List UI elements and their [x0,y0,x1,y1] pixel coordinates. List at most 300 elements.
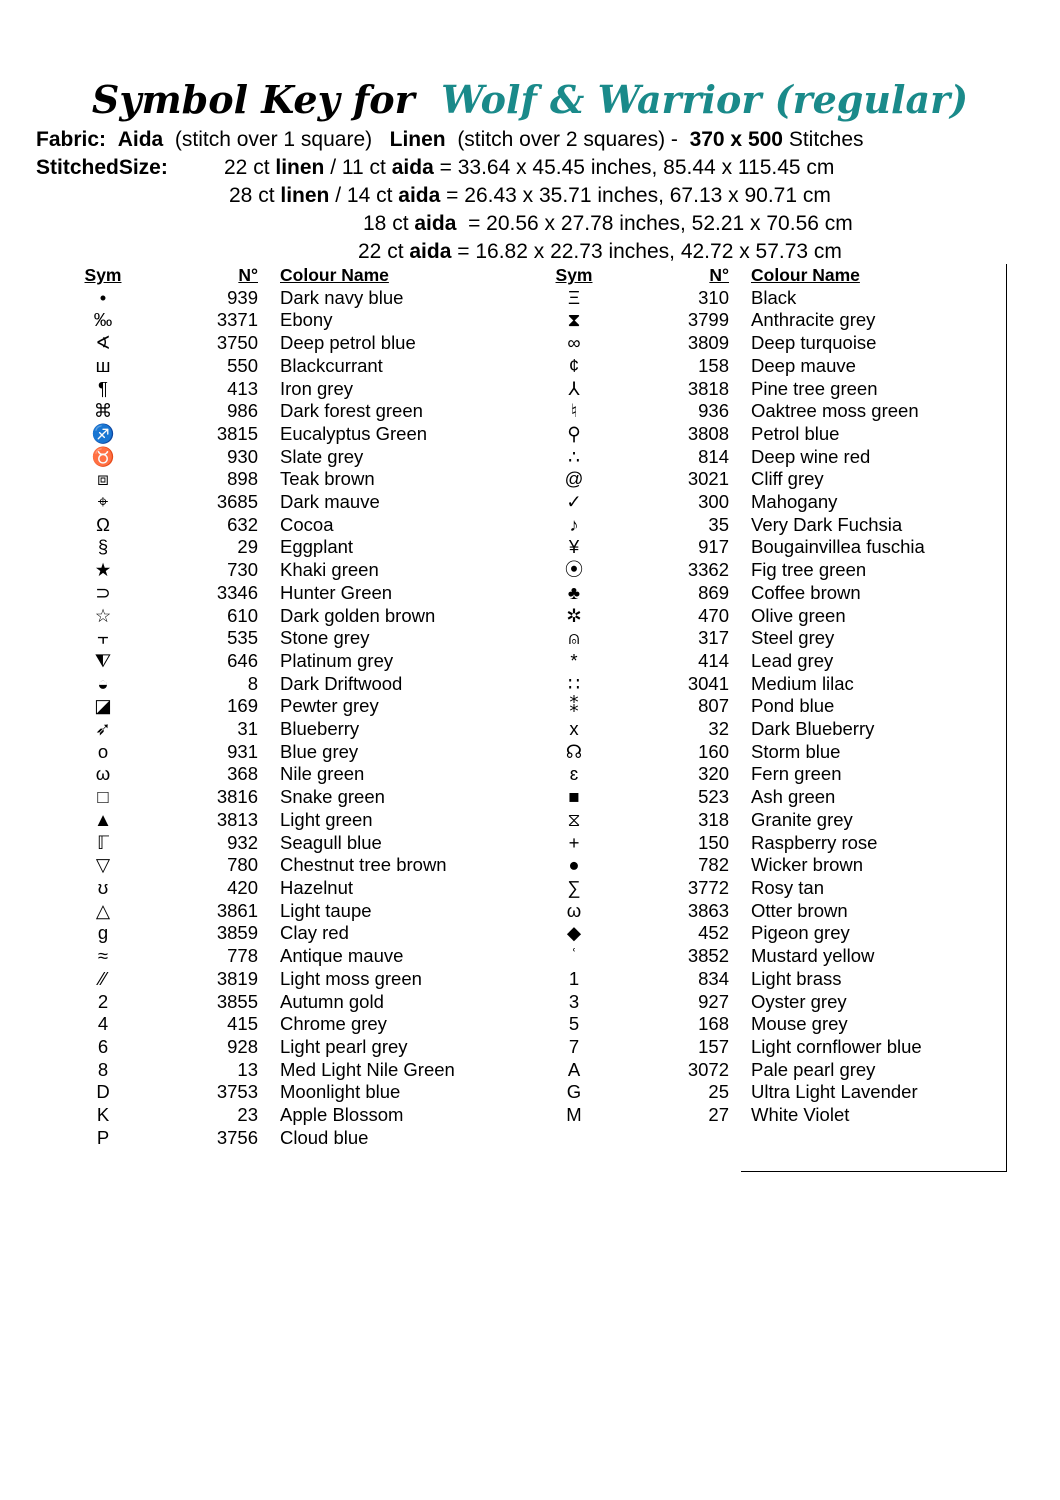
colour-name-cell: Petrol blue [751,422,840,444]
table-row [545,877,991,900]
colour-name-cell: Chestnut tree brown [280,854,447,876]
fabric-text: linen [275,156,325,179]
column-gap [258,446,280,469]
number-cell: 3371 [216,309,258,331]
number-cell: 31 [237,718,258,740]
symbol-key-table-left [74,264,520,1149]
column-gap [729,264,751,287]
column-gap [729,1013,751,1036]
number-cell: 310 [698,286,729,308]
symbol-cell: ≈ [97,945,109,967]
table-row [545,627,991,650]
symbol-cell: § [97,536,109,558]
number-cell: 157 [698,1035,729,1057]
column-gap [258,832,280,855]
symbol-cell: ∞ [567,332,581,354]
table-row [545,786,991,809]
number-cell: 300 [698,491,729,513]
number-cell: 3818 [687,377,729,399]
number-cell: 932 [227,831,258,853]
symbol-cell: ♣ [567,581,581,603]
column-gap [258,1127,280,1150]
colour-name-cell: Rosy tan [751,876,825,898]
symbol-cell: ⧖ [567,808,581,830]
symbol-cell: ● [568,854,580,876]
table-row [74,446,520,469]
number-cell: 3809 [687,332,729,354]
colour-name-cell: Lead grey [751,649,834,671]
table-row [545,854,991,877]
colour-name-cell: Steel grey [751,627,835,649]
symbol-cell: 3 [568,990,580,1012]
fabric-linen: Linen [389,128,446,151]
column-gap [258,900,280,923]
column-gap [729,650,751,673]
colour-name-cell: Very Dark Fuchsia [751,513,903,535]
table-row [74,786,520,809]
column-gap [729,695,751,718]
symbol-cell: ■ [568,786,580,808]
table-row [545,536,991,559]
table-row [545,514,991,537]
table-row [545,1036,991,1059]
column-gap [729,400,751,423]
colour-name-cell: White Violet [751,1104,850,1126]
fabric-aida-note: (stitch over 1 square) [174,128,373,151]
symbol-cell: ♮ [570,400,578,422]
symbol-cell: ʿ [570,945,578,967]
column-gap [729,514,751,537]
symbol-cell: 8 [97,1058,109,1080]
table-row [545,832,991,855]
count-text: 22 ct [358,240,404,263]
table-row [74,309,520,332]
colour-name-cell: Fig tree green [751,559,867,581]
symbol-cell: o [97,740,109,762]
table-row [74,854,520,877]
symbol-cell: D [96,1081,110,1103]
count-text: 28 ct [229,184,275,207]
table-row [545,763,991,786]
column-gap [729,877,751,900]
colour-name-cell: Storm blue [751,740,841,762]
table-row [545,650,991,673]
column-gap [729,1081,751,1104]
column-gap [258,786,280,809]
symbol-cell: Ω [96,513,110,535]
title-prefix: Symbol Key for [91,77,415,122]
table-row [74,378,520,401]
colour-name-cell: Nile green [280,763,365,785]
table-row [545,468,991,491]
table-row [545,695,991,718]
symbol-cell: ⧈ [97,468,109,490]
colour-name-cell: Ultra Light Lavender [751,1081,918,1103]
symbol-cell: ⌖ [97,491,109,513]
column-gap [729,922,751,945]
fabric-linen-note: (stitch over 2 squares) - [457,128,678,151]
colour-name-cell: Med Light Nile Green [280,1058,455,1080]
number-cell: 3362 [687,559,729,581]
stitches-word: Stitches [788,128,864,151]
fabric-text: aida [409,240,452,263]
symbol-cell: 6 [97,1035,109,1057]
column-gap [729,582,751,605]
column-gap [729,968,751,991]
symbol-cell: ⦿ [564,559,584,581]
column-gap [729,332,751,355]
number-cell: 3861 [216,899,258,921]
symbol-cell: ☆ [94,604,112,626]
colour-name-cell: Coffee brown [751,581,861,603]
number-cell: 150 [698,831,729,853]
colour-name-cell: Deep petrol blue [280,332,416,354]
column-gap [729,1059,751,1082]
table-row [74,650,520,673]
column-gap [258,605,280,628]
colour-name-cell: Apple Blossom [280,1104,404,1126]
symbol-cell: 4 [97,1013,109,1035]
symbol-cell: P [96,1126,110,1148]
column-gap [258,287,280,310]
table-row [74,1104,520,1127]
table-row [74,1013,520,1036]
table-row [74,741,520,764]
symbol-cell: ¥ [568,536,580,558]
colour-name-cell: Dark navy blue [280,286,404,308]
number-cell: 834 [698,967,729,989]
colour-name-cell: Platinum grey [280,649,394,671]
fabric-text: aida [398,184,441,207]
table-row [74,991,520,1014]
count-text: 18 ct [363,212,409,235]
number-cell: 3346 [216,581,258,603]
column-gap [258,1081,280,1104]
table-row [74,673,520,696]
table-row [545,491,991,514]
number-cell: 3815 [216,422,258,444]
number-cell: 413 [227,377,258,399]
number-cell: 939 [227,286,258,308]
column-gap [258,991,280,1014]
table-row [74,400,520,423]
colour-name-cell: Olive green [751,604,846,626]
symbol-cell: ♪ [569,513,579,535]
table-row [74,877,520,900]
table-row [74,945,520,968]
symbol-cell: ω [566,899,582,921]
column-gap [258,355,280,378]
number-cell: 3772 [687,876,729,898]
column-gap [729,559,751,582]
symbol-cell: ⊃ [95,581,111,603]
colour-name-cell: Otter brown [751,899,848,921]
number-cell: 415 [227,1013,258,1035]
fabric-text: linen [280,184,330,207]
number-cell: 27 [708,1104,729,1126]
symbol-cell: 1 [568,967,580,989]
number-cell: 3750 [216,332,258,354]
column-gap [258,809,280,832]
colour-name-cell: Mouse grey [751,1013,848,1035]
table-row [74,763,520,786]
colour-name-cell: Pale pearl grey [751,1058,876,1080]
number-cell: 32 [708,718,729,740]
column-gap [729,832,751,855]
column-gap [258,468,280,491]
table-row [74,1081,520,1104]
column-gap [258,945,280,968]
column-gap [729,446,751,469]
vertical-rule [1006,264,1007,1172]
colour-name-cell: Dark golden brown [280,604,436,626]
column-gap [729,673,751,696]
table-row [74,809,520,832]
symbol-cell: ⚲ [567,422,581,444]
symbol-cell: + [568,831,580,853]
table-row [545,400,991,423]
symbol-cell: ∢ [95,332,111,354]
colour-name-cell: Pond blue [751,695,835,717]
symbol-cell: ♐ [91,422,115,444]
table-row [545,423,991,446]
colour-name-cell: Moonlight blue [280,1081,401,1103]
table-row [74,491,520,514]
column-gap [258,718,280,741]
symbol-cell: ◒ [97,672,109,694]
column-gap [729,1036,751,1059]
number-cell: 168 [698,1013,729,1035]
colour-name-cell: Light taupe [280,899,372,921]
column-gap [258,695,280,718]
number-cell: 931 [227,740,258,762]
symbol-cell: A [567,1058,581,1080]
number-cell: 730 [227,559,258,581]
colour-name-cell: Cocoa [280,513,334,535]
table-row [545,309,991,332]
number-header: N° [238,265,258,285]
table-row [74,605,520,628]
number-cell: 3863 [687,899,729,921]
colour-name-cell: Blue grey [280,740,359,762]
colour-name-cell: Blueberry [280,718,360,740]
symbol-cell: ♉ [91,445,115,467]
column-gap [258,763,280,786]
table-header-row [545,264,991,287]
number-cell: 452 [698,922,729,944]
dimensions-text: = 33.64 x 45.45 inches, 85.44 x 115.45 cm [439,156,835,179]
count-text: 14 ct [346,184,393,207]
number-cell: 25 [708,1081,729,1103]
number-cell: 3685 [216,491,258,513]
table-row [74,423,520,446]
colour-name-cell: Clay red [280,922,349,944]
number-cell: 986 [227,400,258,422]
column-gap [258,378,280,401]
symbol-cell: x [569,718,579,740]
number-cell: 632 [227,513,258,535]
colour-name-cell: Light brass [751,967,842,989]
colour-name-cell: Mustard yellow [751,945,875,967]
symbol-cell: ⁄⁄ [99,967,107,989]
number-cell: 930 [227,445,258,467]
number-cell: 782 [698,854,729,876]
table-row [545,991,991,1014]
number-cell: 3816 [216,786,258,808]
colour-name-cell: Autumn gold [280,990,384,1012]
table-row [545,1059,991,1082]
column-gap [258,877,280,900]
colour-name-cell: Oyster grey [751,990,847,1012]
table-row [74,718,520,741]
symbol-cell: ⧨ [94,649,112,671]
dimensions-text: = 16.82 x 22.73 inches, 42.72 x 57.73 cm [457,240,842,263]
column-gap [729,809,751,832]
table-row [545,355,991,378]
column-gap [258,309,280,332]
symbol-cell: ⌘ [93,400,113,422]
number-cell: 927 [698,990,729,1012]
number-cell: 3852 [687,945,729,967]
colour-name-cell: Light cornflower blue [751,1035,922,1057]
table-row [545,378,991,401]
colour-name-cell: Ash green [751,786,836,808]
column-gap [729,763,751,786]
table-row [545,673,991,696]
stitch-count: 370 x 500 [689,128,783,151]
symbol-cell: G [566,1081,582,1103]
number-cell: 320 [698,763,729,785]
colour-name-cell: Seagull blue [280,831,382,853]
table-row [545,922,991,945]
symbol-cell: ★ [94,559,112,581]
table-row [74,559,520,582]
number-cell: 869 [698,581,729,603]
colour-name-cell: Cloud blue [280,1126,369,1148]
colour-name-cell: Eggplant [280,536,354,558]
number-cell: 3813 [216,808,258,830]
colour-name-cell: Teak brown [280,468,375,490]
dimensions-text: = 26.43 x 35.71 inches, 67.13 x 90.71 cm [446,184,831,207]
number-header: N° [709,265,729,285]
colour-name-cell: Dark Driftwood [280,672,403,694]
table-row [545,741,991,764]
table-row [74,514,520,537]
symbol-cell: ɛ [569,763,579,785]
number-cell: 807 [698,695,729,717]
number-cell: 928 [227,1035,258,1057]
column-gap [729,287,751,310]
colour-name-cell: Slate grey [280,445,364,467]
colour-name-header: Colour Name [751,265,860,285]
symbol-cell: ✓ [566,491,582,513]
stitched-size-label: StitchedSize: [36,156,168,179]
column-gap [258,673,280,696]
table-row [545,1081,991,1104]
colour-name-cell: Antique mauve [280,945,404,967]
symbol-cell: ➶ [95,718,111,740]
colour-name-cell: Pewter grey [280,695,379,717]
column-gap [729,423,751,446]
colour-name-cell: Stone grey [280,627,370,649]
column-gap [729,991,751,1014]
colour-name-cell: Ebony [280,309,333,331]
colour-name-cell: Fern green [751,763,842,785]
column-gap [258,559,280,582]
column-gap [258,922,280,945]
table-row [74,1059,520,1082]
number-cell: 936 [698,400,729,422]
number-cell: 3756 [216,1126,258,1148]
symbol-cell: ⅄ [568,377,580,399]
table-row [74,582,520,605]
column-gap [258,332,280,355]
symbol-cell: ✲ [566,604,582,626]
table-row [545,1104,991,1127]
symbol-cell: ▲ [93,808,113,830]
number-cell: 414 [698,649,729,671]
table-header-row [74,264,520,287]
symbol-cell: ⫟ [97,627,109,649]
table-row [545,945,991,968]
symbol-cell: g [97,922,109,944]
dimensions-text: = 20.56 x 27.78 inches, 52.21 x 70.56 cm [468,212,853,235]
symbol-cell: ω [95,763,111,785]
symbol-cell: □ [97,786,109,808]
table-row [74,900,520,923]
column-gap [729,741,751,764]
colour-name-cell: Chrome grey [280,1013,387,1035]
colour-name-cell: Granite grey [751,808,853,830]
column-gap [729,945,751,968]
colour-name-cell: Dark mauve [280,491,380,513]
colour-name-cell: Dark forest green [280,400,423,422]
column-gap [258,854,280,877]
number-cell: 169 [227,695,258,717]
number-cell: 420 [227,876,258,898]
number-cell: 23 [237,1104,258,1126]
table-row [74,1127,520,1150]
table-row [545,559,991,582]
symbol-cell: • [99,286,107,308]
column-gap [258,1013,280,1036]
fabric-line [36,126,864,154]
symbol-cell: ⁑ [569,695,579,717]
number-cell: 535 [227,627,258,649]
colour-name-cell: Iron grey [280,377,354,399]
symbol-cell: ◆ [566,922,582,944]
table-row [545,605,991,628]
column-gap [258,650,280,673]
symbol-cell: ℾ [96,831,110,853]
number-cell: 29 [237,536,258,558]
column-gap [258,514,280,537]
column-gap [729,309,751,332]
page-title [0,72,1060,128]
number-cell: 646 [227,649,258,671]
sym-header: Sym [555,265,593,285]
number-cell: 160 [698,740,729,762]
column-gap [258,491,280,514]
colour-name-cell: Khaki green [280,559,379,581]
fabric-label: Fabric: [36,128,107,151]
number-cell: 523 [698,786,729,808]
symbol-cell: K [96,1104,110,1126]
table-row [74,832,520,855]
count-text: 11 ct [341,156,386,179]
number-cell: 3021 [687,468,729,490]
number-cell: 3753 [216,1081,258,1103]
